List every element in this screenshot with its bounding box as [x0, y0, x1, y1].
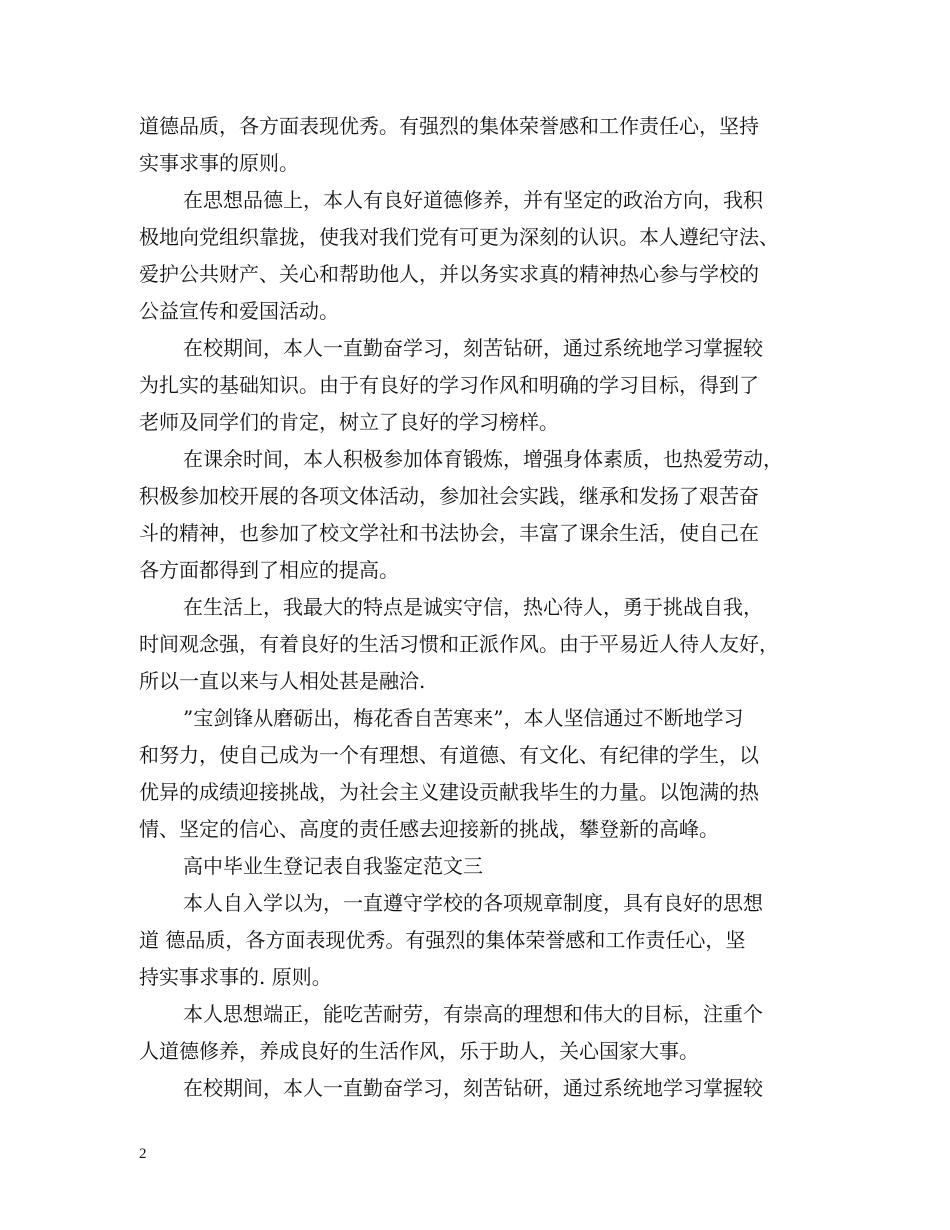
- text-line: 爱护公共财产、关心和帮助他人，并以务实求真的精神热心参与学校的: [139, 262, 759, 286]
- text-line: 实事求事的原则。: [139, 151, 299, 175]
- text-line: 道德品质，各方面表现优秀。有强烈的集体荣誉感和工作责任心，坚持: [139, 114, 759, 138]
- paragraph-start-line: 本人思想端正，能吃苦耐劳，有崇高的理想和伟大的目标，注重个: [183, 1002, 763, 1026]
- text-line: 各方面都得到了相应的提高。: [139, 558, 399, 582]
- text-line: 斗的精神，也参加了校文学社和书法协会，丰富了课余生活，使自己在: [139, 521, 759, 545]
- text-line: 积极参加校开展的各项文体活动，参加社会实践，继承和发扬了艰苦奋: [139, 484, 759, 508]
- text-line: 和努力，使自己成为一个有理想、有道德、有文化、有纪律的学生，以: [139, 743, 759, 767]
- text-line: 优异的成绩迎接挑战，为社会主义建设贡献我毕生的力量。以饱满的热: [139, 780, 759, 804]
- paragraph-start-line: 在校期间，本人一直勤奋学习，刻苦钻研，通过系统地学习掌握较: [183, 336, 763, 360]
- text-line: 时间观念强，有着良好的生活习惯和正派作风。由于平易近人待人友好，: [139, 632, 779, 656]
- paragraph-start-line: ”宝剑锋从磨砺出，梅花香自苦寒来”，本人坚信通过不断地学习: [183, 706, 744, 730]
- text-line: 情、坚定的信心、高度的责任感去迎接新的挑战，攀登新的高峰。: [139, 817, 719, 841]
- paragraph-start-line: 在课余时间，本人积极参加体育锻炼，增强身体素质，也热爱劳动，: [183, 447, 783, 471]
- paragraph-start-line: 在思想品德上，本人有良好道德修养，并有坚定的政治方向，我积: [183, 188, 763, 212]
- section-title: 高中毕业生登记表自我鉴定范文三: [183, 854, 483, 878]
- text-line: 人道德修养，养成良好的生活作风，乐于助人，关心国家大事。: [139, 1039, 699, 1063]
- text-line: 道 德品质，各方面表现优秀。有强烈的集体荣誉感和工作责任心，坚: [139, 928, 746, 952]
- text-line: 所以一直以来与人相处甚是融洽.: [139, 669, 426, 693]
- text-line: 为扎实的基础知识。由于有良好的学习作风和明确的学习目标，得到了: [139, 373, 759, 397]
- paragraph-start-line: 在生活上，我最大的特点是诚实守信，热心待人，勇于挑战自我，: [183, 595, 763, 619]
- paragraph-start-line: 本人自入学以为，一直遵守学校的各项规章制度，具有良好的思想: [183, 891, 763, 915]
- paragraph-start-line: 在校期间，本人一直勤奋学习，刻苦钻研，通过系统地学习掌握较: [183, 1076, 763, 1100]
- text-line: 持实事求事的. 原则。: [139, 965, 332, 989]
- text-line: 公益宣传和爱国活动。: [139, 299, 339, 323]
- text-line: 老师及同学们的肯定，树立了良好的学习榜样。: [139, 410, 559, 434]
- page-number: 2: [139, 1146, 147, 1162]
- text-line: 极地向党组织靠拢，使我对我们党有可更为深刻的认识。本人遵纪守法、: [139, 225, 779, 249]
- document-body: [139, 108, 819, 1107]
